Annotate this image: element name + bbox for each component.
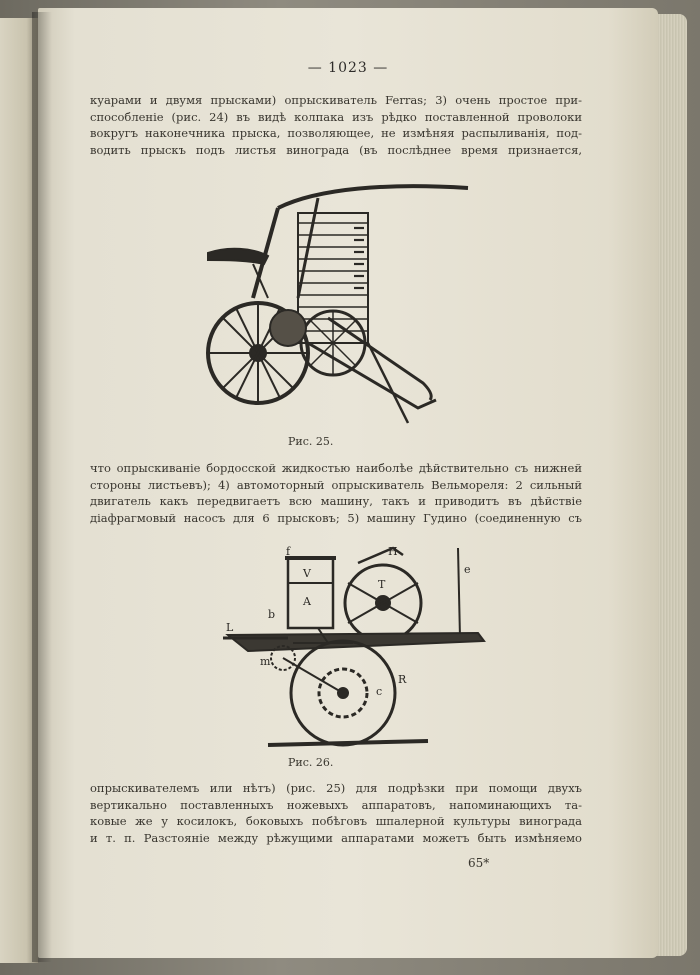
label-R: R	[398, 673, 407, 686]
label-A: A	[303, 595, 311, 608]
paragraph-2	[90, 460, 582, 526]
text-line: ковые же у косилокъ, боковыхъ побѣговъ шпалерной культуры винограда	[90, 814, 582, 828]
label-H: H	[388, 545, 398, 558]
label-c: c	[376, 685, 383, 698]
text-line: опрыскивателемъ или нѣтъ) (рис. 25) для подрѣзки при помощи двухъ	[90, 781, 582, 795]
page-edges	[655, 14, 687, 956]
label-e: e	[464, 563, 471, 576]
text-line: водить прыскъ подъ листья винограда (въ послѣднее время признается,	[90, 142, 582, 157]
label-V: V	[303, 567, 311, 580]
page-number: — 1023 —	[307, 60, 389, 76]
text-line: стороны листьевъ); 4) автомоторный опрыскиватель Вельмореля: 2 сильный	[90, 477, 582, 492]
label-T: T	[378, 578, 386, 591]
text-line: что опрыскиваніе бордосской жидкостью наиболѣе дѣйствительно съ нижней	[90, 461, 582, 475]
label-m: m	[260, 655, 271, 668]
figure-25-machine-illustration	[168, 168, 478, 433]
figure-25-caption: Рис. 25.	[288, 435, 334, 448]
text-line: и т. п. Разстояніе между рѣжущими аппаратами можетъ быть измѣняемо	[90, 830, 582, 845]
label-L: L	[226, 621, 234, 634]
text-line: куарами и двумя прысками) опрыскиватель Ferras; 3) очень простое при-	[90, 93, 582, 107]
text-line: діафрагмовый насосъ для 6 прысковъ; 5) машину Гудино (соединенную съ	[90, 510, 582, 525]
figure-26-schematic-diagram	[188, 543, 498, 753]
figure-26-caption: Рис. 26.	[288, 756, 334, 769]
text-line: двигатель какъ передвигаетъ всю машину, такъ и приводитъ въ дѣйствіе	[90, 494, 582, 508]
paragraph-1	[90, 92, 582, 158]
paragraph-3	[90, 780, 582, 846]
text-line: вертикально поставленныхъ ножевыхъ аппаратовъ, напоминающихъ та-	[90, 797, 582, 812]
folio-signature: 65*	[468, 856, 490, 870]
book-page	[38, 8, 658, 958]
label-f: f	[286, 545, 291, 558]
label-b: b	[268, 608, 276, 621]
spine-shadow	[32, 12, 52, 962]
text-line: вокругъ наконечника прыска, позволяющее, не измѣняя распыливанія, под-	[90, 126, 582, 140]
text-line: способленіе (рис. 24) въ видѣ колпака изъ рѣдко поставленной проволоки	[90, 109, 582, 124]
